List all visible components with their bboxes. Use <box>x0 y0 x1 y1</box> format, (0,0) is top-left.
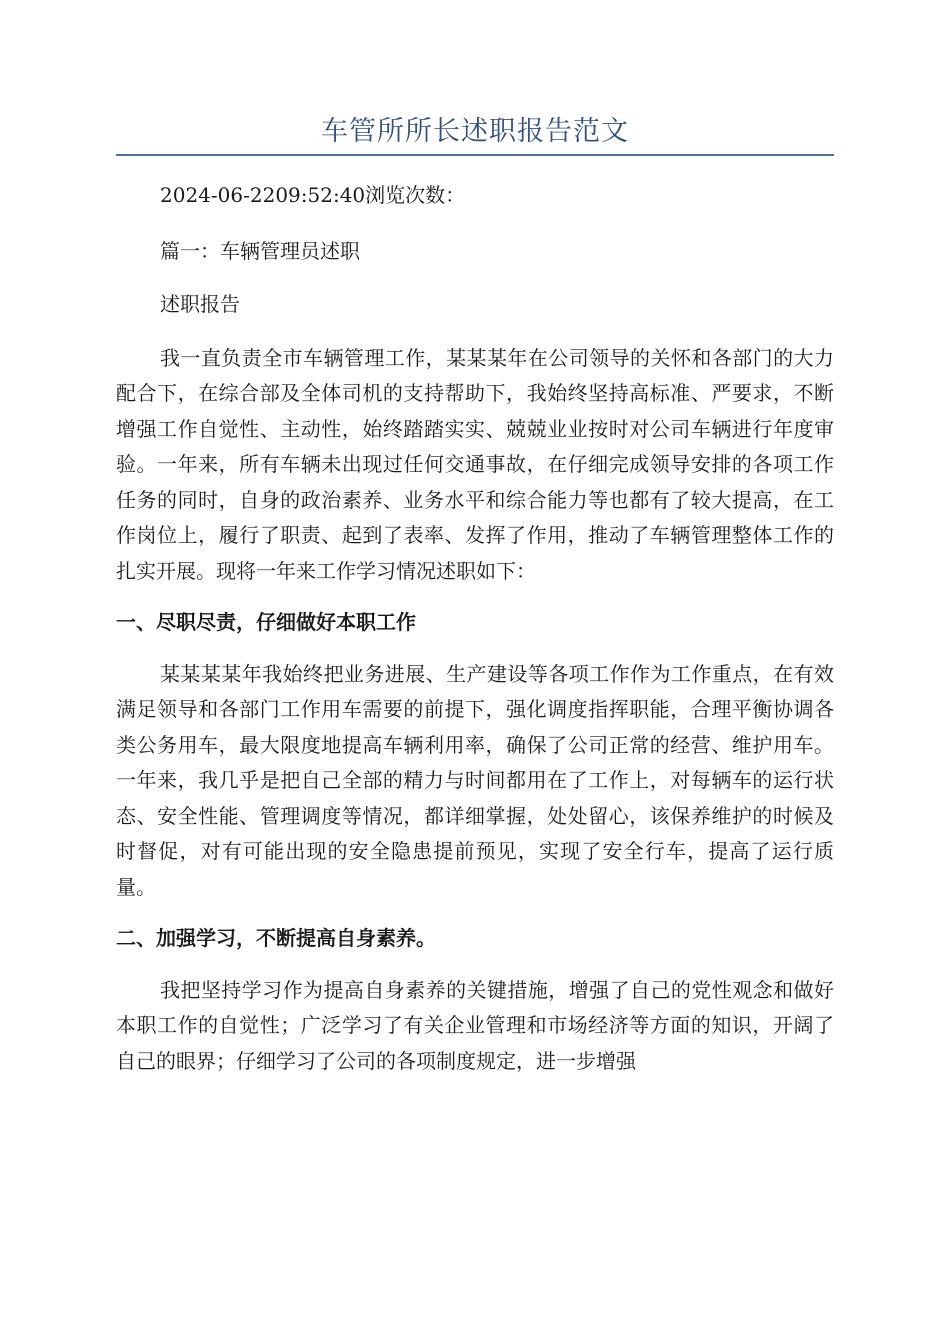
paragraph: 某某某某年我始终把业务进展、生产建设等各项工作作为工作重点，在有效满足领导和各部门工作用车需要的前提下，强化调度指挥职能，合理平衡协调各类公务用车，最大限度地提高车辆利用率，确保了公司正常的经营、维护用车。一年来，我几乎是把自己全部的精力与时间都用在了工作上，对每辆车的运行状态、安全性能、管理调度等情况，都详细掌握，处处留心，该保养维护的时候及时督促，对有可能出现的安全隐患提前预见，实现了安全行车，提高了运行质量。 <box>116 661 834 899</box>
section-label: 述职报告 <box>160 292 240 316</box>
chapter-subtitle: 篇一：车辆管理员述职 <box>160 238 360 263</box>
paragraph: 我把坚持学习作为提高自身素养的关键措施，增强了自己的党性观念和做好本职工作的自觉性；广泛学习了有关企业管理和市场经济等方面的知识，开阔了自己的眼界；仔细学习了公司的各项制度规定，进一步增强 <box>116 977 834 1073</box>
document-body <box>116 178 834 1095</box>
date-views-meta: 2024-06-2209:52:40浏览次数： <box>160 183 466 207</box>
title-underline <box>116 154 834 156</box>
paragraph: 我一直负责全市车辆管理工作，某某某年在公司领导的关怀和各部门的大力配合下，在综合部及全体司机的支持帮助下，我始终坚持高标准、严要求，不断增强工作自觉性、主动性，始终踏踏实实、兢兢业业按时对公司车辆进行年度审验。一年来，所有车辆未出现过任何交通事故，在仔细完成领导安排的各项工作任务的同时，自身的政治素养、业务水平和综合能力等也都有了较大提高，在工作岗位上，履行了职责、起到了表率、发挥了作用，推动了车辆管理整体工作的扎实开展。现将一年来工作学习情况述职如下： <box>116 345 834 583</box>
section-heading: 二、加强学习，不断提高自身素养。 <box>116 926 436 950</box>
document-title: 车管所所长述职报告范文 <box>321 116 629 147</box>
section-heading: 一、尽职尽责，仔细做好本职工作 <box>116 610 416 634</box>
